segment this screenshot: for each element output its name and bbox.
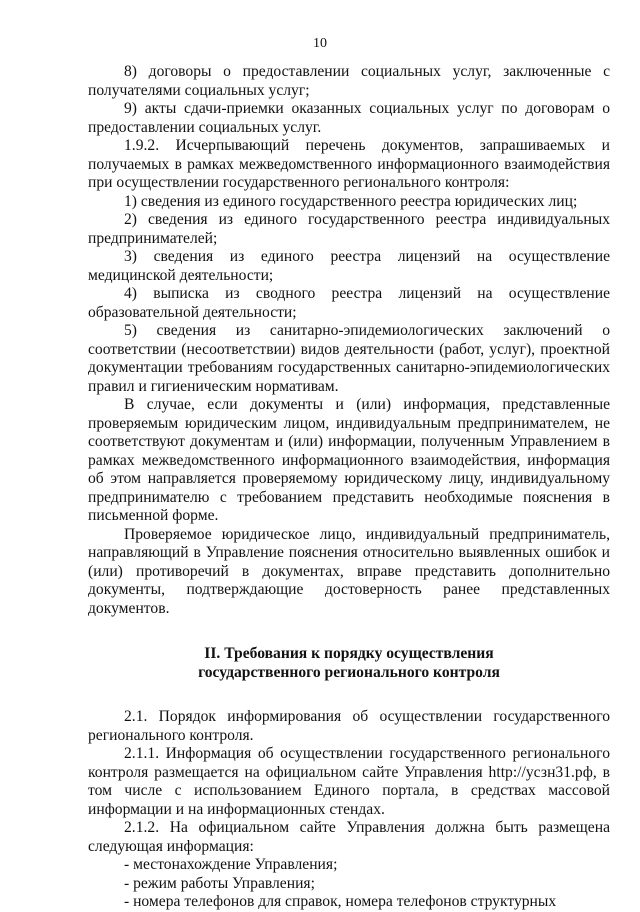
list-item-location: - местонахождение Управления;	[124, 856, 338, 873]
list-item-schedule: - режим работы Управления;	[124, 874, 315, 892]
list-item-phones: - номера телефонов для справок, номера телефонов структурных	[124, 893, 557, 910]
paragraph-1-9-2: 1.9.2. Исчерпывающий перечень документов, запрашиваемых и получаемых в рамках межведомственного информационного взаимодействия при осуществлении государственного регионального контроля:	[88, 137, 610, 191]
paragraph-item-8: 8) договоры о предоставлении социальных услуг, заключенные с получателями социальных услуг;	[88, 63, 610, 99]
spacer	[88, 618, 610, 644]
section-heading-line-1: II. Требования к порядку осуществления	[204, 645, 494, 662]
paragraph-2-1: 2.1. Порядок информирования об осуществлении государственного регионального контроля.	[88, 708, 610, 744]
paragraph-doc-2: 2) сведения из единого государственного реестра индивидуальных предпринимателей;	[88, 211, 610, 247]
paragraph-2-1-1: 2.1.1. Информация об осуществлении государственного регионального контроля размещается на официальном сайте Управления http://усзн31.рф, в том числе с использованием Единого портала, в средствах массовой информации и на информационных стендах.	[88, 745, 610, 818]
paragraph-item-9: 9) акты сдачи-приемки оказанных социальных услуг по договорам о предоставлении социальных услуг.	[88, 100, 610, 136]
spacer	[88, 682, 610, 708]
paragraph-2-1-2: 2.1.2. На официальном сайте Управления должна быть размещена следующая информация:	[88, 819, 610, 855]
paragraph-mismatch: В случае, если документы и (или) информация, представленные проверяемым юридическим лицом, индивидуальным предпринимателем, не соответствуют документам и (или) информации, полученным Управлением в рамках межведомственного информационного взаимодействия, информация об этом направляется проверяемому юридическому лицу, индивидуальному предпринимателю с требованием представить необходимые пояснения в письменной форме.	[88, 396, 610, 524]
document-body	[88, 63, 610, 912]
paragraph-doc-5: 5) сведения из санитарно-эпидемиологических заключений о соответствии (несоответствии) видов деятельности (работ, услуг), проектной документации требованиям государственных санитарно-эпидемиологических правил и гигиеническим нормативам.	[88, 322, 610, 395]
section-heading-line-2: государственного регионального контроля	[198, 664, 500, 681]
paragraph-doc-1: 1) сведения из единого государственного реестра юридических лиц;	[124, 192, 578, 210]
paragraph-doc-3: 3) сведения из единого реестра лицензий на осуществление медицинской деятельности;	[88, 248, 610, 284]
page-number: 10	[313, 36, 327, 51]
paragraph-explanations: Проверяемое юридическое лицо, индивидуальный предприниматель, направляющий в Управление пояснения относительно выявленных ошибок и (или) противоречий в документах, вправе представить дополнительно документы, подтверждающие достоверность ранее представленных документов.	[88, 525, 610, 617]
paragraph-doc-4: 4) выписка из сводного реестра лицензий на осуществление образовательной деятельности;	[88, 285, 610, 321]
